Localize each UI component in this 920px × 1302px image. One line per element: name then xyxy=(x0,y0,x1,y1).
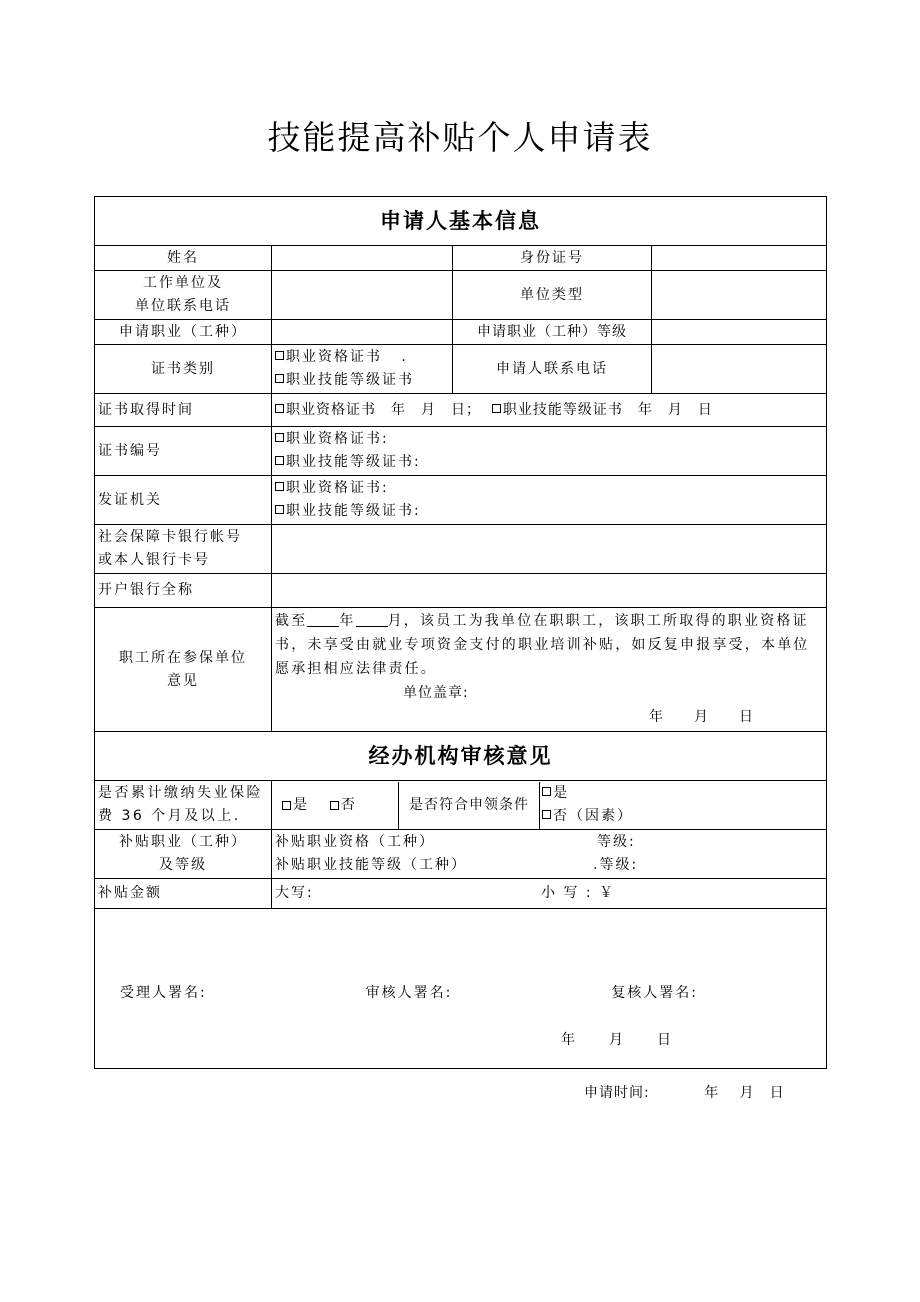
checkbox-icon[interactable] xyxy=(275,433,284,442)
row-cert-type xyxy=(95,345,827,394)
review-date: 年 月 日 xyxy=(561,1032,673,1048)
cert-skill-level-checkbox[interactable] xyxy=(275,374,284,383)
bank-account-label: 社会保障卡银行帐号 或本人银行卡号 xyxy=(95,525,272,574)
rechecker-signature[interactable]: 复核人署名: xyxy=(611,985,699,1001)
cert-type-label: 证书类别 xyxy=(95,345,272,394)
amount-field[interactable] xyxy=(272,879,827,909)
amount-upper: 大写: xyxy=(275,885,314,901)
checkbox-icon[interactable] xyxy=(275,505,284,514)
issuer-label: 发证机关 xyxy=(95,476,272,525)
occupation-field[interactable] xyxy=(272,320,453,345)
section-heading-applicant: 申请人基本信息 xyxy=(95,197,827,246)
checkbox-icon[interactable] xyxy=(275,482,284,491)
month-blank[interactable] xyxy=(356,612,388,627)
checkbox-icon[interactable] xyxy=(275,456,284,465)
id-number-field[interactable] xyxy=(652,246,827,271)
insurance-label: 是否累计缴纳失业保险费 36 个月及以上. xyxy=(95,781,272,830)
row-occupation xyxy=(95,320,827,345)
row-signatures xyxy=(95,909,827,1069)
cert-time-qualification-checkbox[interactable] xyxy=(275,404,284,413)
row-amount xyxy=(95,879,827,909)
unit-opinion-field xyxy=(272,608,827,732)
row-bank-account xyxy=(95,525,827,574)
apply-time-date: 年 月 日 xyxy=(704,1085,785,1101)
year-blank[interactable] xyxy=(307,612,339,627)
page-title: 技能提高补贴个人申请表 xyxy=(267,118,653,157)
row-insurance xyxy=(95,781,827,830)
row-subsidy-occupation xyxy=(95,830,827,879)
amount-label: 补贴金额 xyxy=(95,879,272,909)
bank-name-label: 开户银行全称 xyxy=(95,574,272,608)
occupation-level-label: 申请职业（工种）等级 xyxy=(453,320,652,345)
unit-type-field[interactable] xyxy=(652,271,827,320)
amount-lower: 小 写 : ￥ xyxy=(541,885,616,901)
row-cert-time xyxy=(95,394,827,427)
cert-type-options: 职业资格证书 . 职业技能等级证书 xyxy=(272,345,453,394)
cert-number-label: 证书编号 xyxy=(95,427,272,476)
acceptor-signature[interactable]: 受理人署名: xyxy=(120,985,207,1001)
unit-statement: 截至 年 月，该员工为我单位在职职工，该职工所取得的职业资格证书，未享受由就业专项资金支付的职业培训补贴，如反复申报享受，本单位愿承担相应法律责任。 xyxy=(275,613,810,677)
application-form-table xyxy=(94,196,827,1069)
row-cert-number xyxy=(95,427,827,476)
phone-field[interactable] xyxy=(652,345,827,394)
subsidy-occupation-label: 补贴职业（工种） 及等级 xyxy=(95,830,272,879)
row-unit-opinion xyxy=(95,608,827,732)
phone-label: 申请人联系电话 xyxy=(453,345,652,394)
cert-qualification-checkbox[interactable] xyxy=(275,351,284,360)
row-issuer xyxy=(95,476,827,525)
bank-name-field[interactable] xyxy=(272,574,827,608)
unit-seal-label: 单位盖章: xyxy=(403,685,469,701)
unit-type-label: 单位类型 xyxy=(453,271,652,320)
row-employer xyxy=(95,271,827,320)
bank-account-field[interactable] xyxy=(272,525,827,574)
eligible-no-checkbox[interactable] xyxy=(542,810,551,819)
cert-number-field[interactable]: 职业资格证书: 职业技能等级证书: xyxy=(272,427,827,476)
cert-time-label: 证书取得时间 xyxy=(95,394,272,427)
eligible-options: 是 否（因素） xyxy=(540,782,826,829)
subsidy-occupation-field[interactable]: 补贴职业资格（工种） 等级: 补贴职业技能等级（工种） .等级: xyxy=(272,830,827,879)
occupation-level-field[interactable] xyxy=(652,320,827,345)
section-header-review xyxy=(95,732,827,781)
section-header-applicant xyxy=(95,197,827,246)
signature-block xyxy=(95,909,827,1069)
eligible-yes-checkbox[interactable] xyxy=(542,787,551,796)
unit-opinion-date: 年 月 日 xyxy=(649,709,754,725)
section-heading-review: 经办机构审核意见 xyxy=(95,732,827,781)
employer-field[interactable] xyxy=(272,271,453,320)
row-bank-name xyxy=(95,574,827,608)
issuer-field[interactable]: 职业资格证书: 职业技能等级证书: xyxy=(272,476,827,525)
application-time xyxy=(584,1082,785,1102)
insurance-no-checkbox[interactable] xyxy=(330,801,339,810)
id-number-label: 身份证号 xyxy=(453,246,652,271)
insurance-yes-checkbox[interactable] xyxy=(282,801,291,810)
cert-time-field[interactable]: 职业资格证书 年 月 日； 职业技能等级证书 年 月 日 xyxy=(272,394,827,427)
occupation-label: 申请职业（工种） xyxy=(95,320,272,345)
eligible-label: 是否符合申领条件 xyxy=(399,782,540,829)
insurance-options: 是 否 xyxy=(272,782,399,829)
apply-time-label: 申请时间: xyxy=(584,1085,650,1101)
name-label: 姓名 xyxy=(95,246,272,271)
name-field[interactable] xyxy=(272,246,453,271)
cert-time-skill-checkbox[interactable] xyxy=(492,404,501,413)
row-name-id xyxy=(95,246,827,271)
reviewer-signature[interactable]: 审核人署名: xyxy=(365,985,453,1001)
employer-label: 工作单位及 单位联系电话 xyxy=(95,271,272,320)
unit-opinion-label: 职工所在参保单位 意见 xyxy=(95,608,272,732)
